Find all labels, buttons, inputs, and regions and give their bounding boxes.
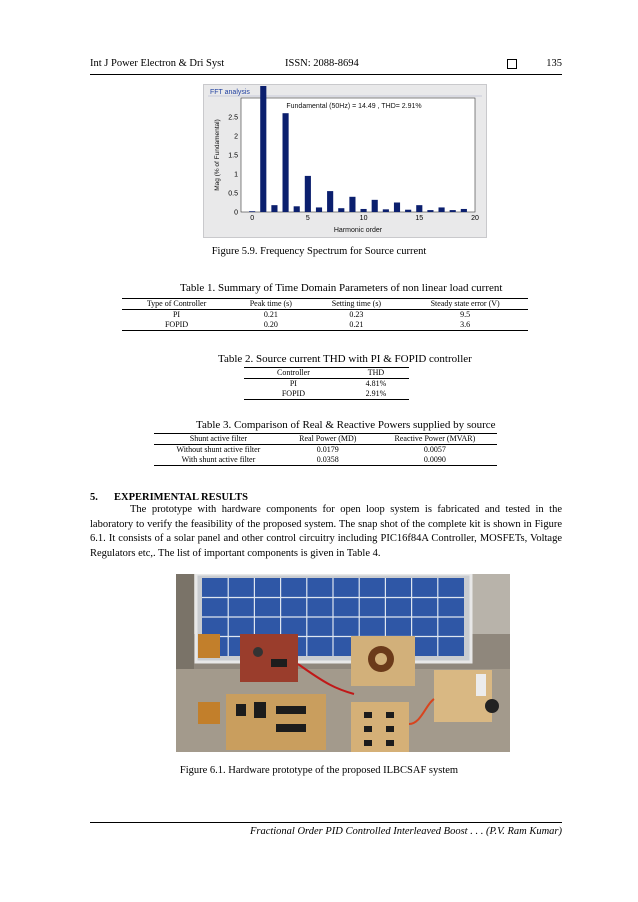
table-cell: 0.0057 <box>423 445 446 454</box>
running-footer: Fractional Order PID Controlled Interleaved Boost . . . (P.V. Ram Kumar) <box>249 826 562 837</box>
hardware-prototype-photo <box>176 574 510 752</box>
table-cell: 0.0358 <box>283 455 373 466</box>
table-cell: 0.0179 <box>316 445 339 454</box>
table-cell: 0.23 <box>349 310 364 319</box>
bar-harmonic-15 <box>416 205 422 212</box>
fft-window-title: FFT analysis <box>210 89 250 96</box>
page-number: 135 <box>546 58 562 69</box>
table-cell: 0.21 <box>263 310 278 319</box>
bar-harmonic-13 <box>394 203 400 213</box>
bar-harmonic-14 <box>405 210 411 212</box>
chart-title: Fundamental (50Hz) = 14.49 , THD= 2.91% <box>286 103 422 110</box>
table-2 <box>244 367 409 400</box>
plot-area <box>241 98 475 212</box>
footer-rule <box>90 822 562 823</box>
table-cell: Without shunt active filter <box>176 445 261 454</box>
section-paragraph: The prototype with hardware components for open loop system is fabricated and tested in the laboratory to verify the feasibility of the proposed system. The snap shot of the complete kit is shown in Figure 6.1. It consists of a solar panel and other control circuitry including PIC16f84A Controller, MOSFETs, Voltage Regulators etc,. The list of important components is given in Table 4. <box>90 504 562 559</box>
section-title: EXPERIMENTAL RESULTS <box>114 492 248 503</box>
table-cell: 9.5 <box>460 310 471 319</box>
table-header-row <box>244 368 409 379</box>
table-row <box>122 320 528 331</box>
figure-5-9-caption: Figure 5.9. Frequency Spectrum for Source current <box>211 246 427 257</box>
bar-harmonic-17 <box>439 207 445 212</box>
bar-harmonic-19 <box>461 209 467 212</box>
y-tick-label: 2.5 <box>228 114 238 122</box>
x-axis-label: Harmonic order <box>333 227 383 234</box>
column-header: Shunt active filter <box>154 434 283 445</box>
y-tick-label: 1 <box>234 171 238 179</box>
bar-harmonic-0 <box>249 211 255 212</box>
table-1 <box>122 298 528 331</box>
bar-harmonic-8 <box>338 208 344 212</box>
table-cell: 2.91% <box>343 389 409 400</box>
bar-harmonic-16 <box>427 210 433 212</box>
table-cell: FOPID <box>122 320 231 331</box>
y-axis-label: Mag (% of Fundamental) <box>214 119 221 191</box>
table-row <box>154 445 497 456</box>
column-header: Steady state error (V) <box>402 299 528 310</box>
bar-harmonic-9 <box>349 197 355 212</box>
column-header: Real Power (MD) <box>283 434 373 445</box>
bar-harmonic-1 <box>260 86 266 212</box>
table-cell: PI <box>289 379 297 388</box>
table-row <box>154 455 497 466</box>
bar-harmonic-18 <box>450 210 456 212</box>
fft-analysis-figure <box>203 84 487 238</box>
x-tick-label: 15 <box>415 215 424 222</box>
table-cell: FOPID <box>244 389 343 400</box>
journal-name: Int J Power Electron & Dri Syst <box>90 58 225 69</box>
table-3-caption: Table 3. Comparison of Real & Reactive Powers supplied by source <box>196 419 496 431</box>
table-2-caption: Table 2. Source current THD with PI & FOPID controller <box>218 353 472 365</box>
table-row <box>244 389 409 400</box>
table-cell: 3.6 <box>402 320 528 331</box>
bar-harmonic-5 <box>305 176 311 212</box>
bar-harmonic-4 <box>294 206 300 212</box>
table-cell: 0.21 <box>311 320 403 331</box>
column-header: Peak time (s) <box>231 299 310 310</box>
column-header: THD <box>343 368 409 379</box>
y-ticks <box>228 115 238 217</box>
column-header: Setting time (s) <box>311 299 403 310</box>
table-3 <box>154 433 497 466</box>
table-cell: PI <box>172 310 181 319</box>
x-tick-label: 10 <box>359 215 368 222</box>
bar-harmonic-2 <box>271 205 277 212</box>
table-header-row <box>154 434 497 445</box>
column-header: Reactive Power (MVAR) <box>373 434 497 445</box>
column-header: Type of Controller <box>122 299 231 310</box>
table-cell: 0.20 <box>231 320 310 331</box>
bar-harmonic-7 <box>327 191 333 212</box>
x-tick-label: 20 <box>471 215 479 222</box>
section-heading <box>90 492 248 503</box>
section-number: 5. <box>90 492 98 503</box>
x-tick-label: 5 <box>305 215 310 222</box>
bar-harmonic-11 <box>372 200 378 212</box>
bar-harmonic-12 <box>383 209 389 212</box>
y-tick-label: 0.5 <box>228 190 238 198</box>
table-cell: 4.81% <box>365 379 387 388</box>
header-rule <box>90 74 562 75</box>
table-1-caption: Table 1. Summary of Time Domain Parameters of non linear load current <box>180 282 503 294</box>
hardware-prototype-illustration <box>176 574 510 752</box>
x-ticks <box>250 215 479 222</box>
issn: ISSN: 2088-8694 <box>285 58 359 69</box>
bar-harmonic-6 <box>316 207 322 212</box>
table-cell: 0.0090 <box>373 455 497 466</box>
checkbox-square-icon <box>507 59 517 69</box>
y-tick-label: 1.5 <box>228 152 238 160</box>
figure-6-1-caption: Figure 6.1. Hardware prototype of the proposed ILBCSAF system <box>179 765 459 776</box>
fft-chart <box>204 85 486 237</box>
column-header: Controller <box>244 368 343 379</box>
x-tick-label: 0 <box>250 215 255 222</box>
table-cell: With shunt active filter <box>154 455 283 466</box>
table-row <box>244 379 409 390</box>
bar-harmonic-3 <box>283 113 289 212</box>
bar-harmonic-10 <box>361 209 367 212</box>
y-tick-label: 0 <box>234 209 238 217</box>
y-tick-label: 2 <box>234 133 238 141</box>
table-row <box>122 310 528 321</box>
table-header-row <box>122 299 528 310</box>
